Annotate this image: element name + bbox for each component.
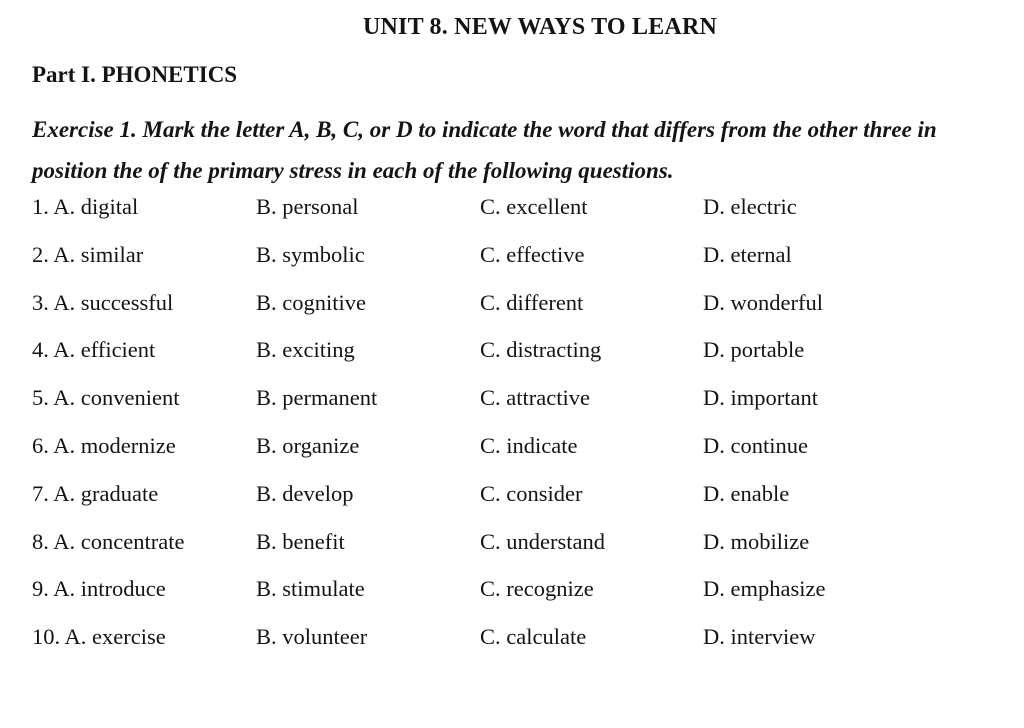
option-c: C. distracting — [480, 337, 602, 363]
question-row — [32, 242, 1012, 290]
option-a: 10. A. exercise — [32, 624, 166, 650]
option-a: 1. A. digital — [32, 194, 139, 219]
question-row — [32, 624, 1012, 672]
option-c: C. excellent — [480, 194, 588, 219]
question-row — [32, 481, 1012, 529]
option-d: D. important — [703, 385, 818, 411]
option-c: C. understand — [480, 528, 605, 554]
option-a: 3. A. successful — [32, 289, 174, 315]
option-c: C. consider — [480, 480, 583, 506]
option-d: D. enable — [703, 480, 790, 506]
option-b: B. permanent — [256, 385, 378, 411]
question-row — [32, 433, 1012, 481]
option-c: C. calculate — [480, 624, 587, 650]
unit-title: UNIT 8. NEW WAYS TO LEARN — [362, 14, 718, 40]
option-a: 2. A. similar — [32, 241, 144, 267]
question-row — [32, 529, 1012, 577]
option-a: 5. A. convenient — [32, 385, 180, 411]
option-d: D. emphasize — [703, 576, 826, 602]
exercise-instruction: Exercise 1. Mark the letter A, B, C, or D to indicate the word that differs from the other three in position the of the primary stress in each of the following questions. — [32, 117, 937, 183]
option-b: B. benefit — [256, 528, 345, 554]
option-a: 4. A. efficient — [32, 337, 156, 363]
option-d: D. mobilize — [703, 528, 810, 554]
option-b: B. develop — [256, 480, 354, 506]
question-row — [32, 385, 1012, 433]
question-list — [32, 194, 1012, 672]
option-c: C. indicate — [480, 432, 578, 458]
option-a: 7. A. graduate — [32, 480, 159, 506]
option-b: B. organize — [256, 432, 360, 458]
option-b: B. exciting — [256, 337, 355, 363]
option-a: 6. A. modernize — [32, 432, 176, 458]
option-a: 8. A. concentrate — [32, 528, 185, 554]
option-c: C. attractive — [480, 385, 590, 411]
option-d: D. portable — [703, 337, 805, 363]
option-d: D. wonderful — [703, 289, 823, 315]
option-a: 9. A. introduce — [32, 576, 166, 602]
option-b: B. personal — [256, 194, 359, 219]
option-b: B. volunteer — [256, 624, 368, 650]
option-d: D. continue — [703, 432, 808, 458]
option-c: C. effective — [480, 241, 585, 267]
option-c: C. recognize — [480, 576, 594, 602]
option-b: B. symbolic — [256, 241, 365, 267]
question-row — [32, 576, 1012, 624]
option-d: D. eternal — [703, 241, 792, 267]
question-row — [32, 337, 1012, 385]
option-b: B. cognitive — [256, 289, 366, 315]
part-title: Part I. PHONETICS — [32, 62, 238, 87]
question-row — [32, 290, 1012, 338]
option-d: D. electric — [703, 194, 797, 219]
option-c: C. different — [480, 289, 584, 315]
option-b: B. stimulate — [256, 576, 365, 602]
option-d: D. interview — [703, 624, 816, 650]
question-row — [32, 194, 1012, 242]
